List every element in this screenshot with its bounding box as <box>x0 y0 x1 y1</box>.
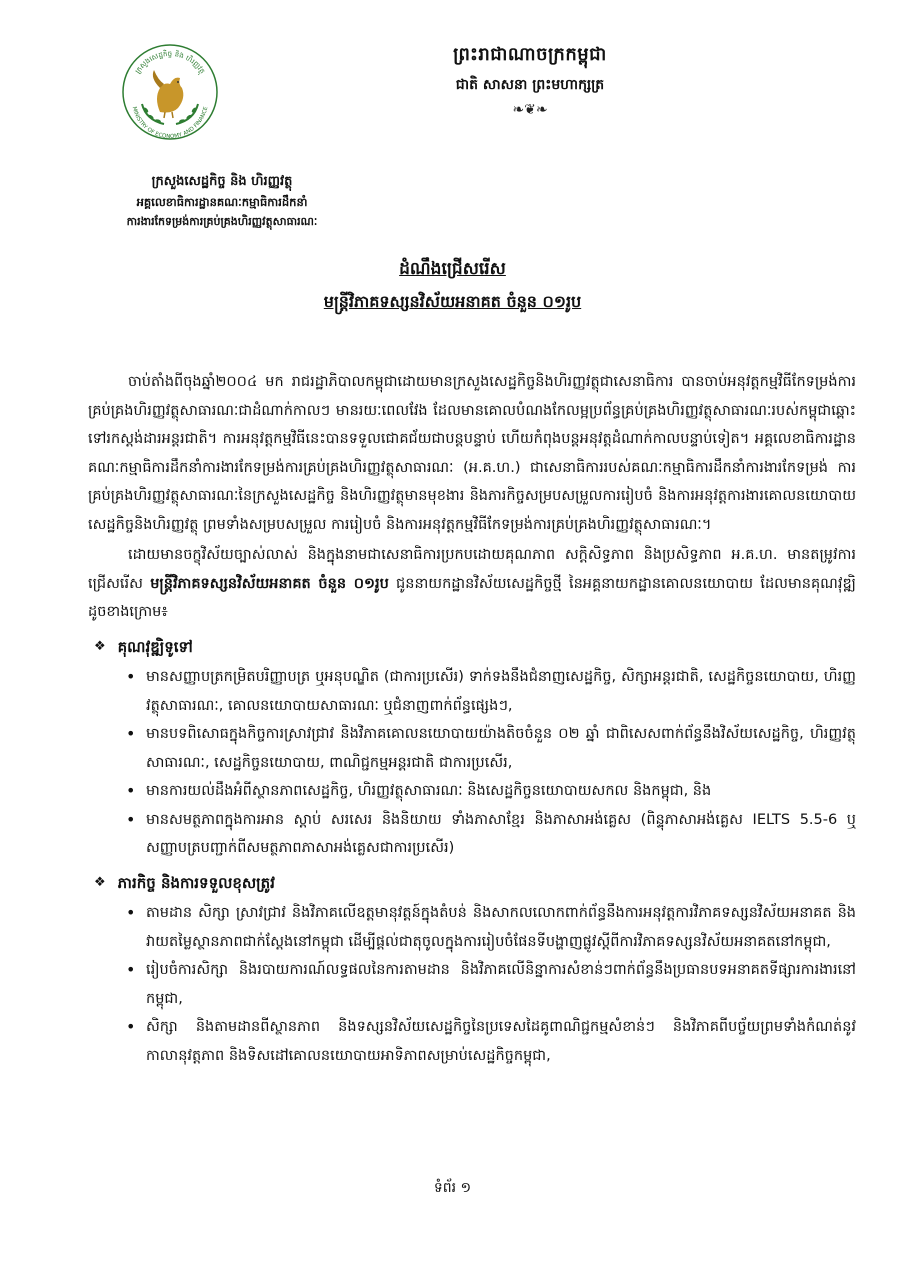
list-item: • តាមដាន សិក្សា ស្រាវជ្រាវ និងវិភាគលើឧត្តមានុវត្តន៍ក្នុងតំបន់ និងសាកលលោកពាក់ព័ន្ធនឹងការអនុវត្តការវិភាគទស្សនវិស័យអនាគត និងវាយតម្លៃស្ថានភាពជាក់ស្តែងនៅកម្ពុជា ដើម្បីផ្តល់ជាតុចូលក្នុងការរៀបចំផែនទីបង្ហាញផ្លូវស្តីពីការវិភាគទស្សនវិស័យអនាគតនៅកម្ពុជា, <box>126 899 856 956</box>
list-item: • រៀបចំការសិក្សា និងរបាយការណ៍លទ្ធផលនៃការតាមដាន និងវិភាគលើនិន្នាការសំខាន់ៗពាក់ព័ន្ធនឹងប្រធានបទអនាគតទីផ្សារការងារនៅកម្ពុជា, <box>126 956 856 1013</box>
list-item: • មានការយល់ដឹងអំពីស្ថានភាពសេដ្ឋកិច្ច, ហិរញ្ញវត្ថុសាធារណៈ និងសេដ្ឋកិច្ចនយោបាយសកល និងកម្ពុជា, និង <box>126 777 856 806</box>
qualifications-heading-label: គុណវុឌ្ឍិទូទៅ <box>117 637 193 656</box>
diamond-bullet-icon: ❖ <box>94 638 106 654</box>
kingdom-title: ព្រះរាជាណាចក្រកម្ពុជា <box>453 44 607 65</box>
page-number: ទំព័រ ១ <box>433 1180 472 1196</box>
list-item: • មានសញ្ញាបត្រកម្រិតបរិញ្ញាបត្រ ឬអនុបណ្ឌិត (ជាការប្រសើរ) ទាក់ទងនឹងជំនាញសេដ្ឋកិច្ច, សិក្សាអន្តរជាតិ, សេដ្ឋកិច្ចនយោបាយ, ហិរញ្ញវត្ថុសាធារណៈ, គោលនយោបាយសាធារណៈ ឬជំនាញពាក់ព័ន្ធផ្សេងៗ, <box>126 663 856 720</box>
intro-paragraph: ចាប់តាំងពីចុងឆ្នាំ២០០៤ មក រាជរដ្ឋាភិបាលកម្ពុជាដោយមានក្រសួងសេដ្ឋកិច្ចនិងហិរញ្ញវត្ថុជាសេនាធិការ បានចាប់អនុវត្តកម្មវិធីកែទម្រង់ការគ្រប់គ្រងហិរញ្ញវត្ថុសាធារណៈជាដំណាក់កាលៗ មានរយៈពេលវែង ដែលមានគោលបំណងកែលម្អប្រព័ន្ធគ្រប់គ្រងហិរញ្ញវត្ថុសាធារណៈរបស់កម្ពុជាឆ្ពោះទៅរកស្តង់ដារអន្តរជាតិ។ ការអនុវត្តកម្មវិធីនេះបានទទួលជោគជ័យជាបន្តបន្ទាប់ ហើយកំពុងបន្តអនុវត្តដំណាក់កាលបន្ទាប់ទៀត។ អគ្គលេខាធិការដ្ឋានគណៈកម្មាធិការដឹកនាំការងារកែទម្រង់ការគ្រប់គ្រងហិរញ្ញវត្ថុសាធារណៈ (អ.គ.ហ.) ជាសេនាធិការរបស់គណៈកម្មាធិការដឹកនាំការងារកែទម្រង់ ការគ្រប់គ្រងហិរញ្ញវត្ថុសាធារណៈនៃក្រសួងសេដ្ឋកិច្ច និងហិរញ្ញវត្ថុមានមុខងារ និងភារកិច្ចសម្របសម្រួលការរៀបចំ និងការអនុវត្តការងារគោលនយោបាយសេដ្ឋកិច្ចនិងហិរញ្ញវត្ថុ ព្រមទាំងសម្របសម្រួល ការរៀបចំ និងការអនុវត្តកម្មវិធីកែទម្រង់ការគ្រប់គ្រងហិរញ្ញវត្ថុសាធារណៈ។ <box>88 374 856 533</box>
national-motto: ជាតិ សាសនា ព្រះមហាក្សត្រ <box>455 77 605 93</box>
list-item: • មានបទពិសោធក្នុងកិច្ចការស្រាវជ្រាវ និងវិភាគគោលនយោបាយយ៉ាងតិចចំនួន ០២ ឆ្នាំ ជាពិសេសពាក់ព័ន្ធនឹងវិស័យសេដ្ឋកិច្ច, ហិរញ្ញវត្ថុសាធារណៈ, សេដ្ឋកិច្ចនយោបាយ, ពាណិជ្ជកម្មអន្តរជាតិ ជាការប្រសើរ, <box>126 720 856 777</box>
list-item: • សិក្សា និងតាមដានពីស្ថានភាព និងទស្សនវិស័យសេដ្ឋកិច្ចនៃប្រទេសដៃគូពាណិជ្ជកម្មសំខាន់ៗ និងវិភាគពីបច្ច័យព្រមទាំងកំណត់នូវកាលានុវត្តភាព និងទិសដៅគោលនយោបាយអាទិភាពសម្រាប់សេដ្ឋកិច្ចកម្ពុជា, <box>126 1013 856 1070</box>
ministry-name: ក្រសួងសេដ្ឋកិច្ច និង ហិរញ្ញវត្ថុ <box>151 174 293 189</box>
announcement-body <box>88 368 856 1070</box>
kingdom-header <box>380 42 680 118</box>
rooster-icon <box>153 70 183 118</box>
ornament-divider-icon: ❧❦❧ <box>512 102 548 118</box>
duties-heading-label: ភារកិច្ច និងការទទួលខុសត្រូវ <box>117 873 275 892</box>
qualifications-heading <box>88 633 856 662</box>
qualifications-list <box>88 663 856 863</box>
logo-text-top: ក្រសួងសេដ្ឋកិច្ច និង ហិរញ្ញវត្ថុ <box>133 49 207 76</box>
requirement-paragraph <box>88 541 856 627</box>
announcement-heading: ដំណឹងជ្រើសរើស <box>399 259 506 279</box>
reform-program-name: ការងារកែទម្រង់ការគ្រប់គ្រងហិរញ្ញវត្ថុសាធារណៈ <box>126 215 318 228</box>
announcement-title <box>180 258 725 315</box>
position-title: មន្ត្រីវិភាគទស្សនវិស័យអនាគត ចំនួន ០១រូប <box>323 292 582 311</box>
ministry-logo <box>120 42 220 142</box>
secretariat-name: អគ្គលេខាធិការដ្ឋានគណៈកម្មាធិការដឹកនាំ <box>136 195 308 209</box>
logo-text-bottom: MINISTRY OF ECONOMY AND FINANCE <box>130 106 210 141</box>
requirement-position: មន្ត្រីវិភាគទស្សនវិស័យអនាគត ចំនួន ០១រូប <box>150 575 389 592</box>
list-item: • មានសមត្ថភាពក្នុងការអាន ស្តាប់ សរសេរ និងនិយាយ ទាំងភាសាខ្មែរ និងភាសាអង់គ្លេស (ពិន្ទុភាសាអង់គ្លេស IELTS 5.5-6 ឬសញ្ញាបត្របញ្ជាក់ពីសមត្ថភាពភាសាអង់គ្លេសជាការប្រសើរ) <box>126 806 856 863</box>
requirement-text-a: ដោយមានចក្ខុវិស័យច្បាស់លាស់ និងក្នុងនាមជាសេនាធិការប្រកបដោយគុណភាព សក្តិសិទ្ធភាព និងប្រសិទ្ធភាព អ.គ.ហ. មានតម្រូវការជ្រើសរើស <box>88 547 856 592</box>
requirement-text-c: ជូននាយកដ្ឋានវិស័យសេដ្ឋកិច្ចថ្មី នៃអគ្គនាយកដ្ឋានគោលនយោបាយ ដែលមានគុណវុឌ្ឍិដូចខាងក្រោម៖ <box>88 575 856 620</box>
ministry-block <box>62 172 382 232</box>
duties-list <box>88 899 856 1070</box>
duties-heading <box>88 869 856 898</box>
diamond-bullet-icon: ❖ <box>94 874 106 890</box>
